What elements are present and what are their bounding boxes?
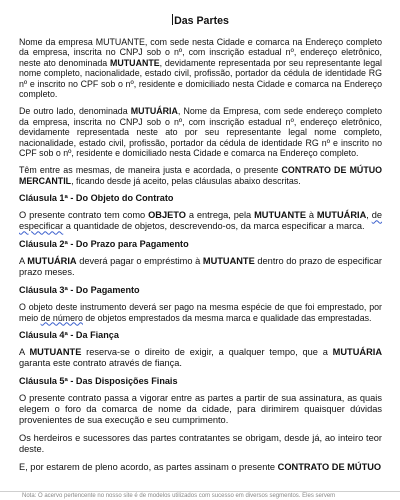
footer-note: Nota: O acervo pertencente no nosso site é de modelos utilizados com sucesso em diversos segmentos. Eles servem [0,491,400,500]
clause-4-heading: Cláusula 4ª - Da Fiança [19,330,119,341]
clause-5-heading: Cláusula 5ª - Das Disposições Finais [19,376,178,387]
clause-3-heading: Cláusula 3ª - Do Pagamento [19,285,140,296]
clause-5-text-1: O presente contrato passa a vigorar entre as partes a partir de sua assinatura, as quais elegem o foro da comarca de nome da cidade, para dirimirem quaisquer dúvidas provenientes de sua execução e seu cumprimento. [19,393,382,426]
clause-3-text: O objeto deste instrumento deverá ser pago na mesma espécie de que foi emprestado, por meio de número de objetos emprestados da mesma marca e qualidade das emprestadas. [19,302,382,323]
clause-2-heading: Cláusula 2ª - Do Prazo para Pagamento [19,239,189,250]
clause-1-text: O presente contrato tem como OBJETO a entrega, pela MUTUANTE à MUTUÁRIA, de especificar a quantidade de objetos, descrevendo-os, da marca especificar a marca. [19,210,383,232]
spellcheck-underline[interactable]: de número [40,312,83,323]
paragraph-party-mutuaria: De outro lado, denominada MUTUÁRIA, Nome da Empresa, com sede endereço completo da empresa, inscrita no CNPJ sob o nº, com inscrição estadual nº, endereço eletrônico, devidamente representada neste ato por seu representante legal nome completo, nacionalidade, estado civil, profissão, portador da cédula de identidade RG nº e inscrito no CPF sob o nº, residente e domiciliado nesta Cidade e comarca na Endereço completo. [19,106,382,159]
clause-5-text-2: Os herdeiros e sucessores das partes contratantes se obrigam, desde já, ao inteiro teor deste. [19,433,382,455]
clause-4-text: A MUTUANTE reserva-se o direito de exigir, a qualquer tempo, que a MUTUÁRIA garanta este contrato através de fiança. [19,347,382,369]
clause-1-heading: Cláusula 1ª - Do Objeto do Contrato [19,193,174,204]
paragraph-intro: Têm entre as mesmas, de maneira justa e acordada, o presente CONTRATO DE MÚTUO MERCANTIL, ficando desde já aceito, pelas cláusulas abaixo descritas. [19,165,382,186]
closing-text: E, por estarem de pleno acordo, as partes assinam o presente CONTRATO DE MÚTUO [19,462,382,473]
clause-2-text: A MUTUÁRIA deverá pagar o empréstimo à MUTUANTE dentro do prazo de especificar prazo meses. [19,256,383,278]
document-title: Das Partes [174,15,229,27]
paragraph-party-mutuante: Nome da empresa MUTUANTE, com sede nesta Cidade e comarca na Endereço completo da empresa, inscrita no CNPJ sob o nº, com inscrição estadual nº, endereço eletrônico, neste ato denominada MUTUANTE, devidamente representada por seu representante legal nome completo, nacionalidade, estado civil, profissão, portador da cédula de identidade RG nº e inscrito no CPF sob o nº, residente e domiciliado nesta Cidade e comarca na Endereço completo. [19,37,382,100]
spellcheck-underline[interactable]: de especificar [19,210,383,232]
text-cursor [172,14,173,25]
